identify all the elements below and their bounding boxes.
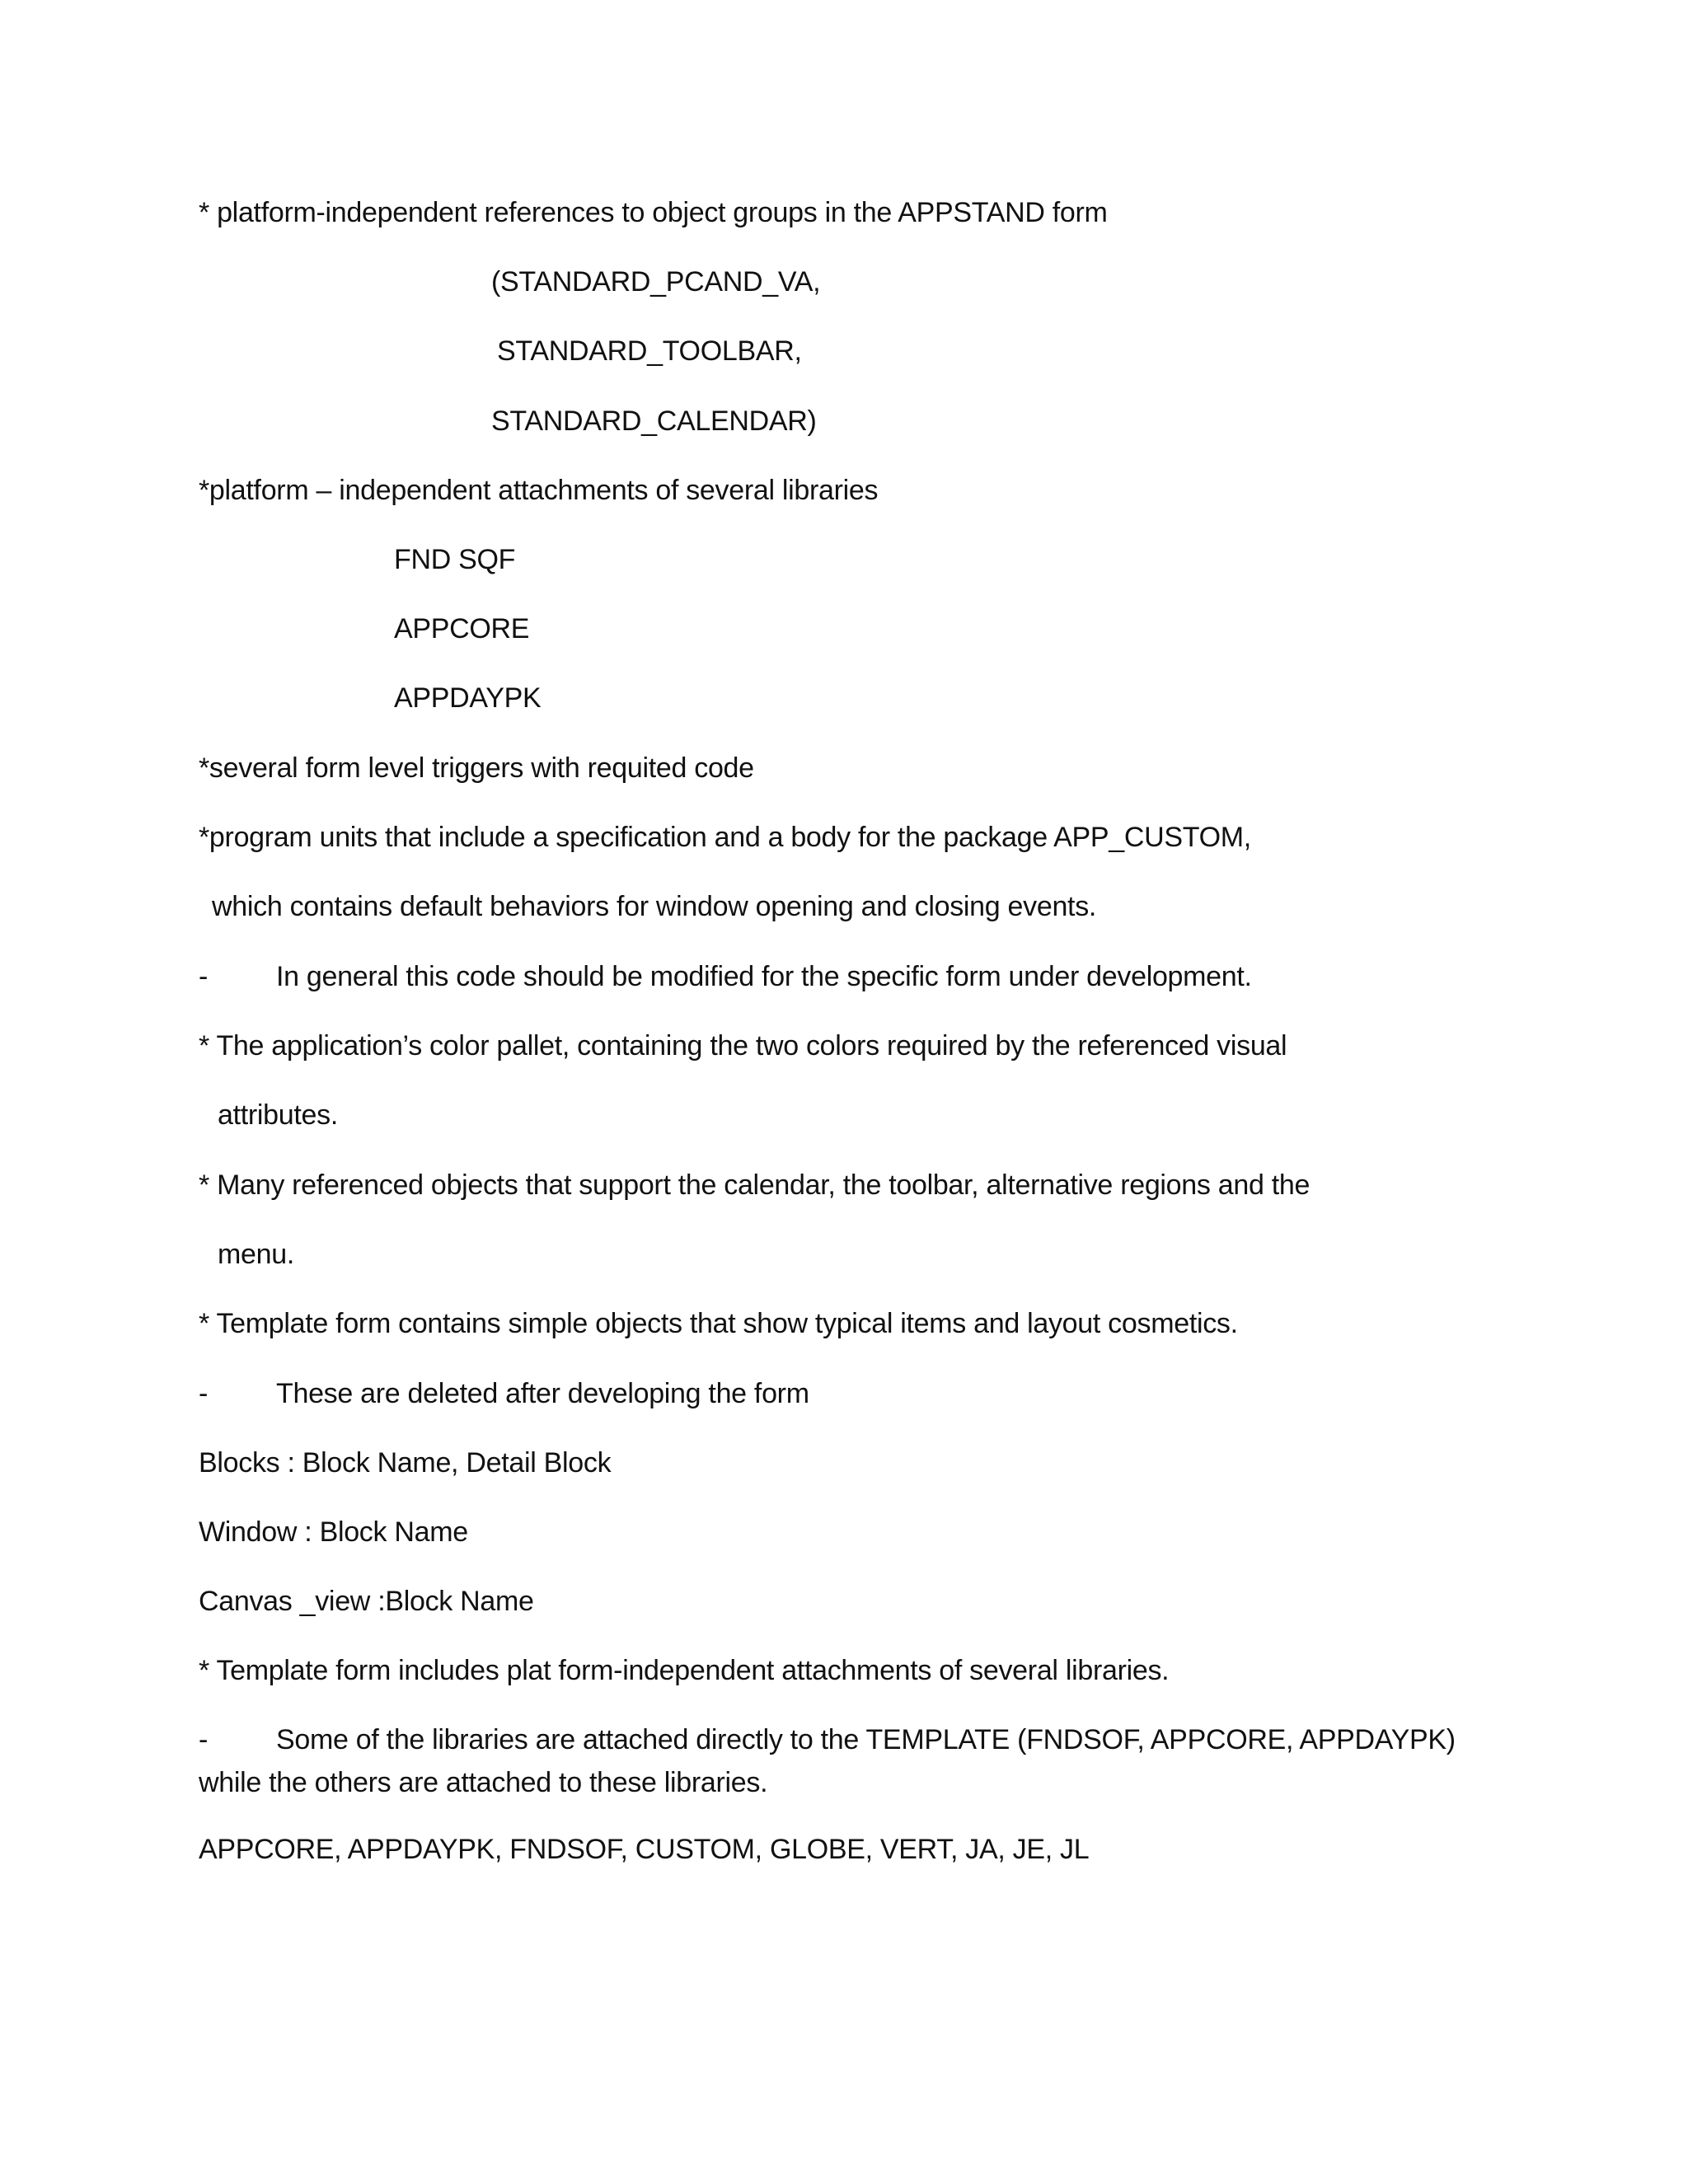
object-group-standard-calendar: STANDARD_CALENDAR) (491, 405, 817, 437)
dash-item-text: Some of the libraries are attached directly to the TEMPLATE (FNDSOF, APPCORE, APPDAYPK) while the others are attached to these libraries. (199, 1724, 1456, 1798)
library-list-line: APPCORE, APPDAYPK, FNDSOF, CUSTOM, GLOBE, VERT, JA, JE, JL (199, 1834, 1090, 1865)
dash-marker: - (199, 1378, 209, 1409)
bullet-template-libraries: * Template form includes plat form-independent attachments of several libraries. (199, 1655, 1170, 1686)
bullet-platform-references: * platform-independent references to object groups in the APPSTAND form (199, 197, 1108, 228)
window-line: Window : Block Name (199, 1516, 468, 1548)
bullet-referenced-objects: * Many referenced objects that support the calendar, the toolbar, alternative regions and the (199, 1169, 1311, 1201)
dash-item-libraries-attached (199, 1718, 1501, 1804)
dash-item-text: In general this code should be modified for the specific form under development. (276, 961, 1252, 992)
bullet-form-level-triggers: *several form level triggers with requited code (199, 752, 754, 784)
bullet-color-pallet: * The application’s color pallet, containing the two colors required by the referenced visual (199, 1030, 1287, 1062)
bullet-template-simple-objects: * Template form contains simple objects that show typical items and layout cosmetics. (199, 1308, 1238, 1339)
dash-item-text: These are deleted after developing the form (276, 1378, 809, 1409)
program-units-continuation: which contains default behaviors for window opening and closing events. (212, 891, 1097, 922)
canvas-view-line: Canvas _view :Block Name (199, 1586, 534, 1617)
referenced-objects-continuation: menu. (218, 1239, 294, 1270)
library-appcore: APPCORE (394, 613, 530, 644)
dash-marker: - (199, 961, 209, 992)
library-fnd-sqf: FND SQF (394, 544, 516, 575)
dash-item-deleted (199, 1376, 809, 1412)
object-group-standard-toolbar: STANDARD_TOOLBAR, (497, 335, 802, 367)
color-pallet-continuation: attributes. (218, 1099, 338, 1131)
object-group-standard-pcand-va: (STANDARD_PCAND_VA, (491, 266, 821, 298)
dash-marker: - (199, 1724, 209, 1755)
bullet-program-units: *program units that include a specification and a body for the package APP_CUSTOM, (199, 822, 1251, 853)
library-appdaypk: APPDAYPK (394, 682, 542, 714)
bullet-platform-attachments: *platform – independent attachments of several libraries (199, 475, 879, 506)
dash-item-general-code (199, 958, 1252, 995)
blocks-line: Blocks : Block Name, Detail Block (199, 1447, 612, 1479)
